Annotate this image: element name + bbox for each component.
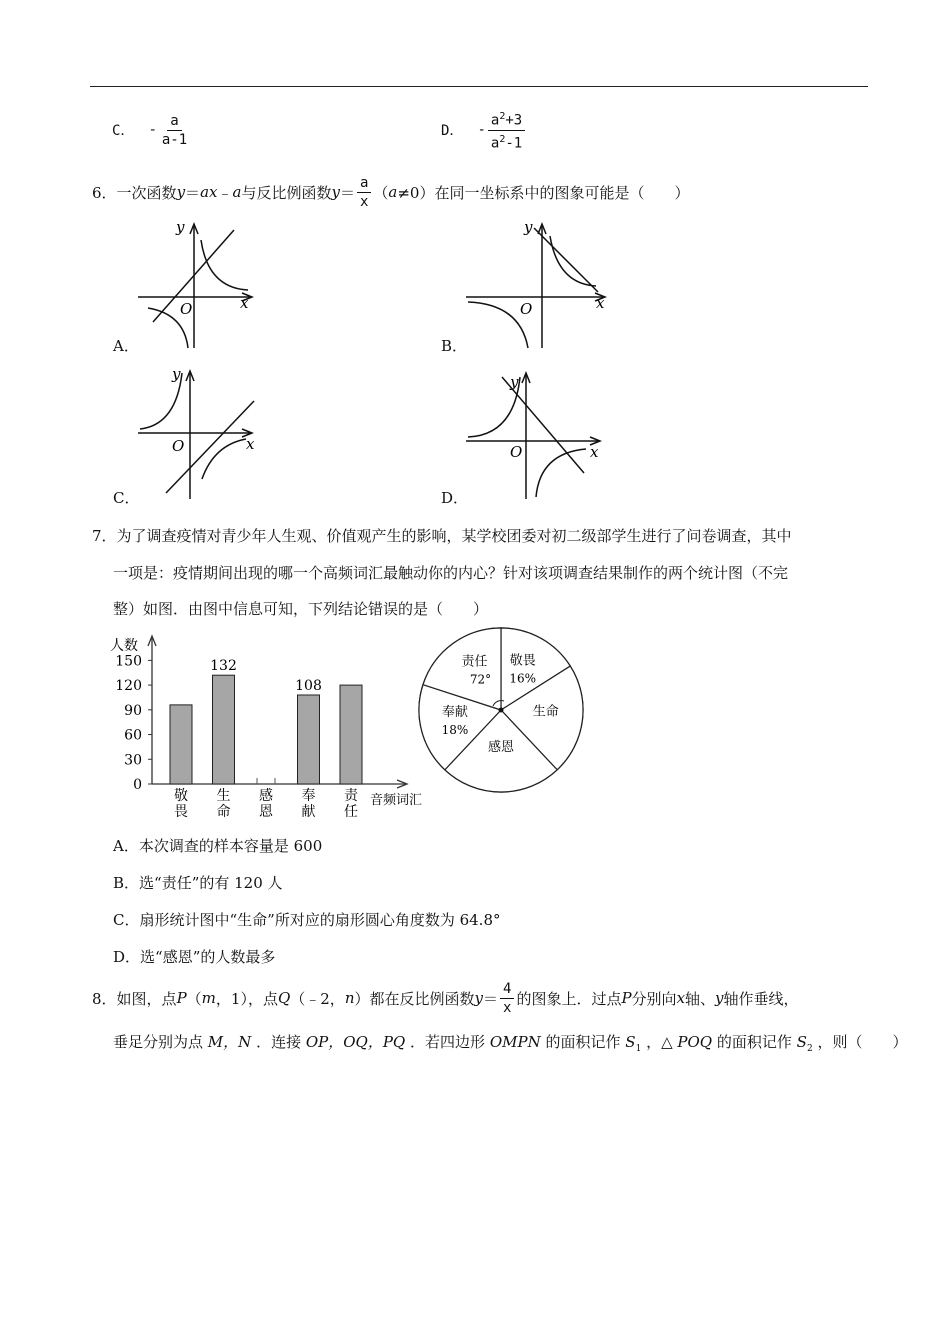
minus: ﹣ <box>217 183 233 202</box>
question-number: 7． <box>92 527 117 545</box>
origin-label: O <box>172 437 185 455</box>
paren: （ <box>373 183 389 202</box>
pie-value-label: 16% <box>509 671 537 686</box>
option-label: C． <box>112 123 135 139</box>
axis-y-label: y <box>524 218 533 236</box>
x-tick-label-char: 命 <box>216 804 231 820</box>
x-axis-title: 音频词汇 <box>370 793 423 808</box>
x-tick-label-char: 献 <box>301 804 316 820</box>
q6-graph-b[interactable] <box>458 218 628 353</box>
minus-sign: - <box>148 122 157 138</box>
minus-sign: - <box>477 122 486 138</box>
stem-text: 为了调查疫情对青少年人生观、价值观产生的影响，某学校团委对初二级部学生进行了问卷调查，其中 <box>116 527 792 545</box>
pie-value-label: 18% <box>441 722 469 737</box>
stem-text: ≠0）在同一坐标系中的图象可能是（ ） <box>397 183 690 202</box>
var-p: P <box>621 989 632 1007</box>
equals: ＝ <box>482 989 498 1008</box>
stem-text: （ <box>186 989 202 1008</box>
axis-x-label: x <box>246 435 255 453</box>
stem-text: ，△ <box>646 1033 673 1051</box>
equals: ＝ <box>339 183 355 202</box>
pie-slice-label: 敬畏 <box>509 653 536 669</box>
bar <box>170 705 192 784</box>
var-x: x <box>676 989 686 1007</box>
var-segments: OP，OQ，PQ <box>305 1033 406 1051</box>
option-label: D． <box>441 123 464 139</box>
stem-text: 轴、 <box>685 989 716 1008</box>
pie-slice-label: 责任 <box>461 654 488 670</box>
stem-text: 的面积记作 <box>545 1033 621 1051</box>
origin-label: O <box>520 300 533 318</box>
q6-option-d-label[interactable]: D． <box>441 489 469 507</box>
axis-y-label: y <box>510 373 519 391</box>
y-tick-label: 30 <box>124 752 142 769</box>
denominator: a-1 <box>161 131 188 148</box>
var-s1: S <box>625 1033 636 1051</box>
y-tick-label: 60 <box>124 727 142 744</box>
var-mn: M，N <box>207 1033 252 1051</box>
var-p: P <box>176 989 187 1007</box>
denominator: x <box>503 999 512 1016</box>
x-tick-label-char: 责 <box>344 788 358 804</box>
stem-text: ，则（ ） <box>817 1033 908 1051</box>
var-a: a <box>232 183 242 201</box>
x-tick-label-char: 生 <box>216 788 231 804</box>
var-poq: POQ <box>677 1033 713 1051</box>
var-y: y <box>474 989 483 1007</box>
q6-option-c-label[interactable]: C． <box>113 489 140 507</box>
exponent: 2 <box>499 133 506 145</box>
bar <box>213 675 235 784</box>
axis-y-label: y <box>172 365 181 383</box>
base: a <box>490 135 500 152</box>
q5-option-d[interactable] <box>441 104 527 156</box>
pie-slice-label: 感恩 <box>487 740 515 755</box>
stem-text: 的面积记作 <box>716 1033 792 1051</box>
q8-stem-line-1 <box>92 976 799 1020</box>
q6-option-a-label[interactable]: A． <box>113 337 139 355</box>
stem-text: 分别向 <box>631 989 677 1008</box>
axis-x-label: x <box>240 294 249 312</box>
fraction-4-over-x <box>500 981 514 1016</box>
pie-slice-label: 生命 <box>532 704 559 720</box>
exponent: 2 <box>499 110 506 122</box>
origin-label: O <box>510 443 523 461</box>
question-number: 8． <box>92 989 117 1008</box>
fraction <box>159 113 190 148</box>
bar <box>340 685 362 784</box>
subscript: 1 <box>635 1044 642 1054</box>
x-tick-label-char: 感 <box>259 788 273 804</box>
stem-text: ）都在反比例函数 <box>354 989 475 1008</box>
numerator <box>488 109 525 131</box>
var-ompn: OMPN <box>489 1033 541 1051</box>
var-y: y <box>176 183 186 201</box>
stem-text: ，1），点 <box>215 989 278 1008</box>
q7-option-a[interactable]: A．本次调查的样本容量是 600 <box>113 837 323 855</box>
q8-stem-line-2 <box>113 1031 907 1054</box>
subscript: 2 <box>806 1044 813 1054</box>
y-axis-title: 人数 <box>110 638 138 654</box>
stem-text: 如图，点 <box>116 989 177 1008</box>
stem-text: ．若四边形 <box>410 1033 486 1051</box>
q7-pie-chart <box>412 622 592 802</box>
var-y: y <box>715 989 724 1007</box>
q6-graph-d[interactable] <box>458 365 628 505</box>
var-s2: S <box>796 1033 807 1051</box>
numerator: 4 <box>500 981 514 999</box>
y-tick-label: 90 <box>124 702 142 719</box>
var-m: m <box>201 989 216 1007</box>
q7-option-b[interactable]: B．选“责任”的有 120 人 <box>113 874 283 892</box>
stem-text: 轴作垂线， <box>723 989 799 1008</box>
axis-x-label: x <box>590 443 599 461</box>
pie-slice-label: 奉献 <box>441 704 468 720</box>
stem-text: 一次函数 <box>116 183 177 202</box>
q7-bar-chart <box>100 630 440 825</box>
y-tick-label: 0 <box>133 777 142 793</box>
equals: ＝ <box>185 183 201 202</box>
base: a <box>490 112 500 129</box>
bar <box>298 695 320 784</box>
bar-data-label: 132 <box>210 658 237 675</box>
q7-stem-line-1 <box>92 525 792 546</box>
q7-stem-line-2: 一项是：疫情期间出现的哪一个高频词汇最触动你的内心？针对该项调查结果制作的两个统计图（不完 <box>113 564 789 582</box>
q6-option-b-label[interactable]: B． <box>441 337 468 355</box>
q7-stem-line-3: 整）如图．由图中信息可知，下列结论错误的是（ ） <box>113 600 489 618</box>
q7-option-d[interactable]: D．选“感恩”的人数最多 <box>113 948 276 966</box>
term: -1 <box>505 135 523 152</box>
stem-text: ．连接 <box>256 1033 302 1051</box>
denominator: x <box>359 193 369 210</box>
x-tick-label-char: 敬 <box>174 788 188 804</box>
q7-option-c[interactable]: C．扇形统计图中“生命”所对应的扇形圆心角度数为 64.8° <box>113 911 501 929</box>
numerator: a <box>167 113 181 131</box>
term: +3 <box>505 112 523 129</box>
x-tick-label-char: 任 <box>344 804 358 820</box>
pie-value-label: 72° <box>469 672 492 687</box>
numerator: a <box>357 175 371 193</box>
axis-x-label: x <box>596 294 605 312</box>
question-number: 6． <box>92 183 117 202</box>
var-y: y <box>331 183 340 201</box>
fraction-a-over-x <box>357 175 371 210</box>
fraction <box>488 109 525 151</box>
q6-graph-a[interactable] <box>110 218 280 353</box>
q6-graph-c[interactable] <box>110 365 280 505</box>
stem-text: 垂足分别为点 <box>113 1033 204 1051</box>
var-a: a <box>388 183 398 201</box>
bar-data-label: 108 <box>295 677 322 694</box>
y-tick-label: 150 <box>115 653 142 670</box>
header-rule <box>90 86 868 87</box>
axis-y-label: y <box>176 218 185 236</box>
var-n: n <box>344 989 355 1007</box>
q5-option-c[interactable] <box>112 108 192 152</box>
q6-stem <box>92 170 689 214</box>
stem-text: 与反比例函数 <box>241 183 332 202</box>
y-tick-label: 120 <box>115 678 142 695</box>
var-ax: ax <box>200 183 218 201</box>
pie-center <box>499 708 504 713</box>
x-tick-label-char: 恩 <box>259 804 273 820</box>
stem-text: （﹣2， <box>290 989 345 1008</box>
var-q: Q <box>277 989 291 1007</box>
denominator <box>488 131 525 152</box>
x-tick-label-char: 奉 <box>301 788 316 804</box>
x-tick-label-char: 畏 <box>174 804 188 820</box>
origin-label: O <box>180 300 193 318</box>
stem-text: 的图象上．过点 <box>516 989 622 1008</box>
